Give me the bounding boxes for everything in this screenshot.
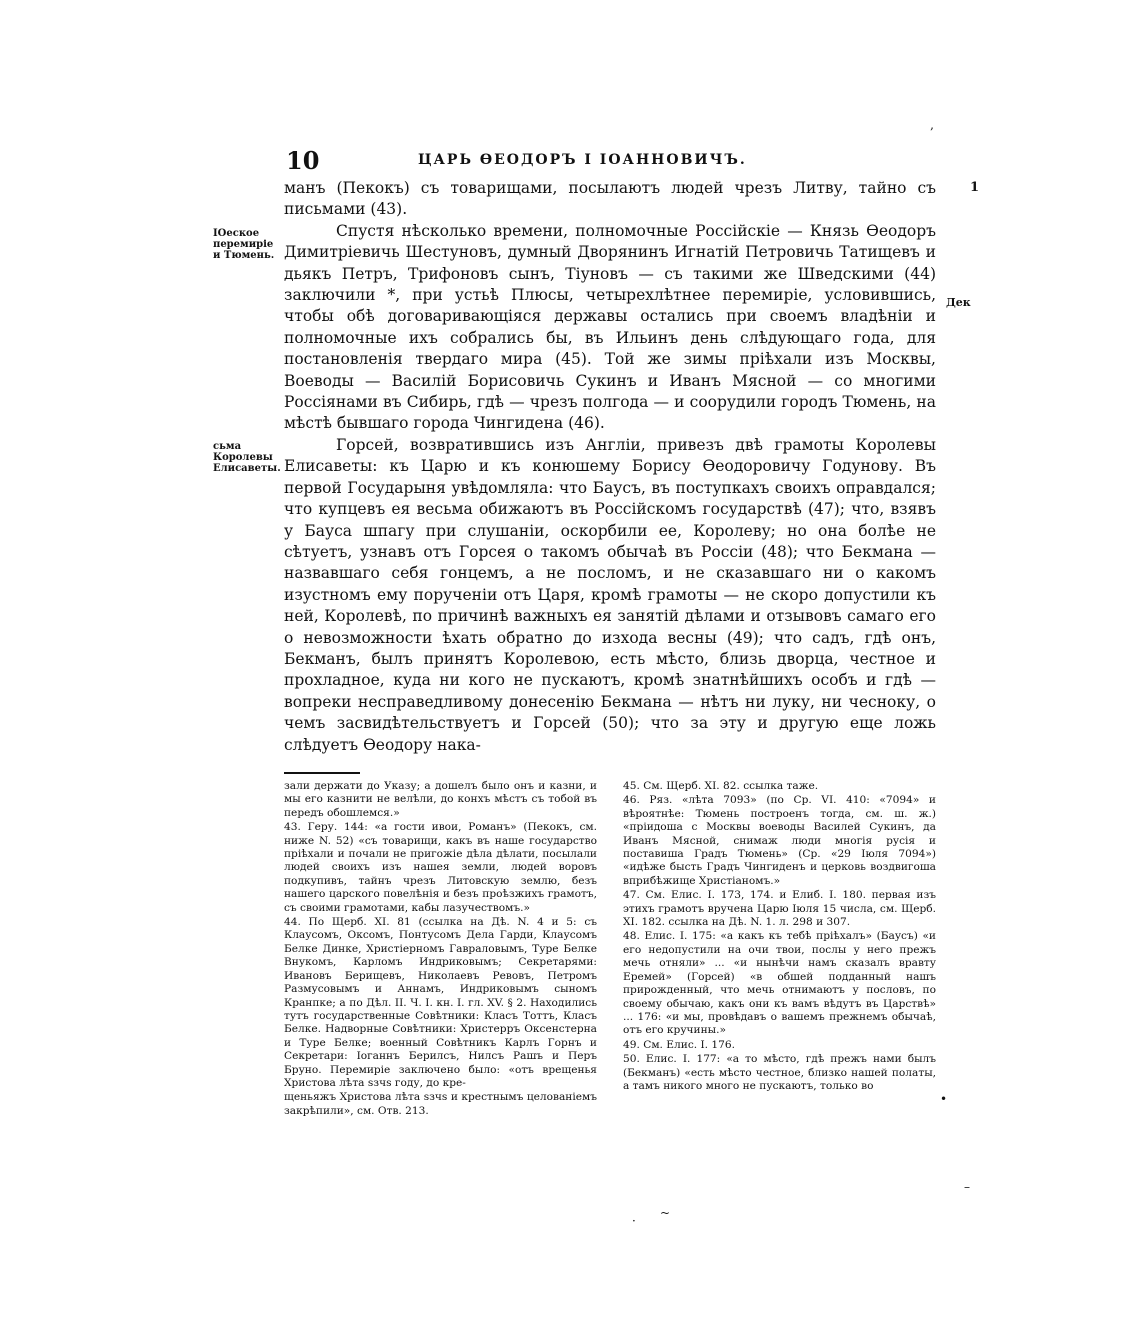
footnote: 46. Ряз. «лѣта 7093» (по Ср. VI. 410: «7094» и вѣроятнѣе: Тюмень построенъ тогда, см. ш. ж.) «пріидоша с Москвы воеводы Василей Сукинъ, да Иванъ Мясной, снимаж люди многія русія и поставиша Градъ Тюмень» (Ср. «29 Іюля 7094») «идѣже бысть Градъ Чингиденъ и церковь воздвигоша вприбѣжище Христіаномъ.» <box>623 794 936 887</box>
page-number: 10 <box>286 146 320 175</box>
scan-speck: – <box>964 1180 970 1194</box>
paragraph: манъ (Пекокъ) съ товарищами, посылаютъ людей чрезъ Литву, тайно съ письмами (43). <box>284 179 936 219</box>
main-text <box>284 178 936 756</box>
paragraph: Спустя нѣсколько времени, полномочные Россійскіе — Князь Ѳеодоръ Димитріевичь Шестуновъ, думный Дворянинъ Игнатій Петровичь Татищевъ и дьякъ Петръ, Трифоновъ сынъ, Тіуновъ — съ такими же Шведскими (44) заключили *, при устьѣ Плюсы, четырехлѣтнее перемиріе, условившись, чтобы обѣ договаривающіяся державы остались при своемъ владѣніи и полномочные ихъ собрались бы, въ Ильинъ день слѣдующаго года, для постановленія твердаго мира (45). Той же зимы пріѣхали изъ Москвы, Воеводы — Василій Борисовичь Сукинъ и Иванъ Мясной — со многими Россіянами въ Сибирь, гдѣ — чрезъ полгода — и соорудили городъ Тюмень, на мѣстѣ бывшаго города Чингидена (46). <box>284 221 936 433</box>
footnote: 43. Геру. 144: «а гости ивои, Романъ» (Пекокъ, см. ниже N. 52) «съ товарищи, какъ въ наше государство пріѣхали и почали не пригожіе дѣла дѣлати, посылали людей своихъ изъ нашея земли, людей воровъ подкупивъ, тайнъ чрезъ Литовскую землю, безъ нашего царского повелѣнія и безъ проѣзжихъ грамотъ, съ своими грамотами, кабы лазучествомъ.» <box>284 821 597 914</box>
running-title: ЦАРЬ ѲЕОДОРЪ I IОАННОВИЧЪ. <box>418 152 747 168</box>
scan-speck: ~ <box>660 1206 671 1220</box>
footnote: зали держати до Указу; а дошелъ было онъ и казни, и мы его казнити не велѣли, до конхъ мѣстъ съ тобой въ передъ обошлемся.» <box>284 780 597 819</box>
footnote: 50. Елис. I. 177: «а то мѣсто, гдѣ прежъ нами былъ (Бекманъ) «есть мѣсто честное, близко нашей полаты, а тамъ никого много не пускаютъ, только во <box>623 1053 936 1092</box>
footnotes <box>284 780 936 1118</box>
right-edge-mark: 1 <box>970 180 980 195</box>
scan-speck: · <box>632 1214 636 1228</box>
page-header <box>268 146 828 176</box>
footnote-rule <box>284 772 360 774</box>
right-edge-note: Дек <box>946 296 971 309</box>
footnote: 49. См. Елис. I. 176. <box>623 1038 735 1051</box>
footnote: щеньяжъ Христова лѣта ѕзчѕ и крестнымъ целованіемъ закрѣпили», см. Отв. 213. <box>284 1091 597 1117</box>
scan-speck: ‚ <box>930 118 934 132</box>
footnote: 48. Елис. I. 175: «а какъ къ тебѣ пріѣхалъ» (Баусъ) «и его недопустили на очи твои, послы у него прежъ мечь отняли» ... «и нынѣчи намъ сказалъ вравту Еремей» (Горсей) «в обшей подданный нашъ прирожденный, что мечь отнимаютъ у пословъ, по своему обычаю, какъ они къ вамъ вѣдутъ въ Царствѣ» ... 176: «и мы, провѣдавъ о вашемъ прежнемъ обычаѣ, отъ его кручины.» <box>623 930 936 1037</box>
footnote: 45. См. Щерб. XI. 82. ссылка таже. <box>623 780 819 792</box>
footnote: 44. По Щерб. XI. 81 (ссылка на Дѣ. N. 4 и 5: съ Клаусомъ, Оксомъ, Понтусомъ Дела Гарди, Клаусомъ Белке Динке, Христіерномъ Гавраловымъ, Туре Белке Внукомъ, Карломъ Индриковымъ; Секретарями: Ивановъ Берищевъ, Николаевъ Ревовъ, Петромъ Размусовымъ и Аннамъ, Индриковымъ сыномъ Кранпке; а по Дѣл. II. Ч. I. кн. I. гл. XV. § 2. Находились тутъ государственные Совѣтники: Класъ Тоттъ, Класъ Белке. Надворные Совѣтники: Христерръ Оксенстерна и Туре Белке; военный Совѣтникъ Карлъ Горнъ и Секретари: Іоганнъ Берилсъ, Нилсъ Рашъ и Перъ Бруно. Перемиріе заключено было: «отъ врещенья Христова лѣта ѕзчѕ году, до кре- <box>284 916 597 1089</box>
margin-note-letters: сьма Королевы Елисаветы. <box>213 441 281 474</box>
margin-note-truce: ІОеское перемиріе и Тюмень. <box>213 228 275 261</box>
paragraph: Горсей, возвратившись изъ Англіи, привезъ двѣ грамоты Королевы Елисаветы: къ Царю и къ конюшему Борису Ѳеодоровичу Годунову. Въ первой Государыня увѣдомляла: что Баусъ, въ поступкахъ своихъ оправдался; что купцевъ ея весьма обижаютъ въ Россійскомъ государствѣ (47); что, взявъ у Бауса шпагу при слушаніи, оскорбили ее, Королеву; но она болѣе не сѣтуетъ, узнавъ отъ Горсея о такомъ обычаѣ въ Россіи (48); что Бекмана — назвавшаго себя гонцемъ, а не посломъ, и не сказавшаго ни о какомъ изустномъ ему порученіи отъ Царя, кромѣ грамоты — не скоро допустили къ ней, Королевѣ, по причинѣ важныхъ ея занятій дѣлами и отзывовъ самаго его о невозможности ѣхать обратно до изхода весны (49); что садъ, гдѣ онъ, Бекманъ, былъ принятъ Королевою, есть мѣсто, близь дворца, честное и прохладное, куда ни кого не пускаютъ, кромѣ знатнѣйшихъ особъ и гдѣ — вопреки несправедливому донесенію Бекмана — нѣтъ ни луку, ни чесноку, о чемъ засвидѣтельствуетъ и Горсей (50); что за эту и другую еще ложь слѣдуетъ Ѳеодору нака- <box>284 435 936 754</box>
footnote: 47. См. Елис. I. 173, 174. и Елиб. I. 180. первая изъ этихъ грамотъ вручена Царю Іюля 15 числа, см. Щерб. XI. 182. ссылка на Дѣ. N. 1. л. 298 и 307. <box>623 889 936 929</box>
scan-speck: • <box>940 1092 948 1106</box>
